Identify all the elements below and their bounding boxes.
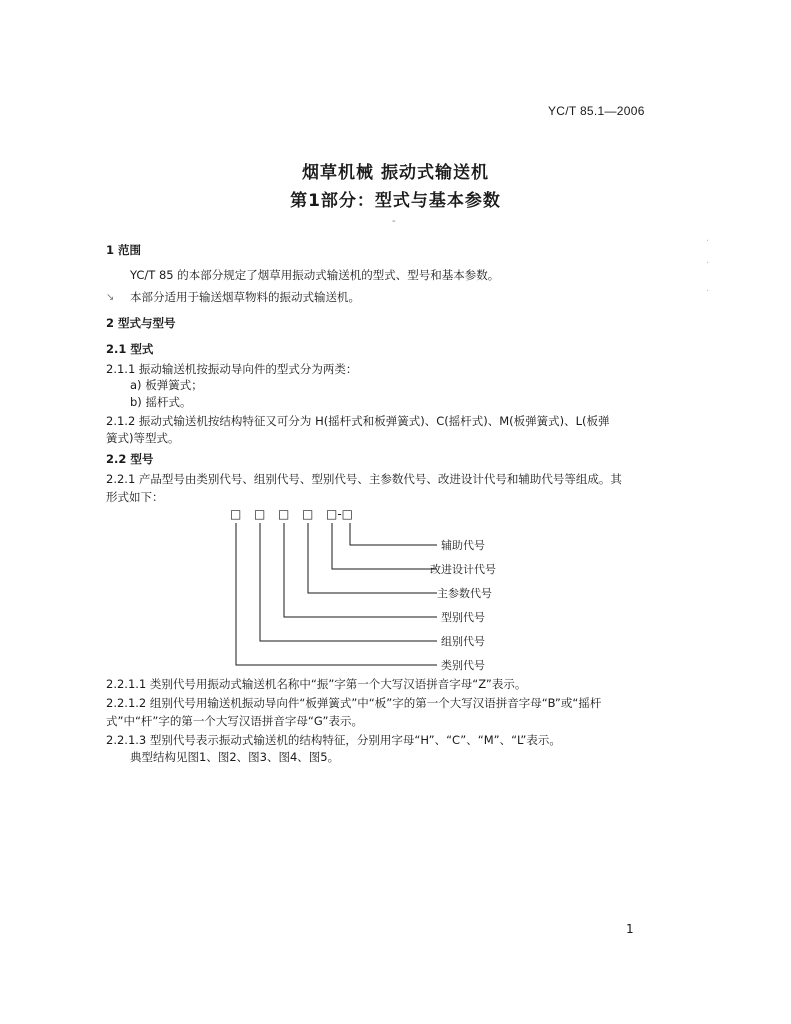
code-box-5: □-□ (326, 507, 354, 521)
clause-2-2-1-2-line1: 2.2.1.2 组别代号用输送机振动导向件“板弹簧式”中“板”字的第一个大写汉语拼音字母“B”或“摇杆 (106, 696, 602, 710)
section-2-2-heading: 2.2 型号 (106, 452, 154, 466)
leader-line-group (260, 523, 437, 641)
clause-2-2-1-2-line2: 式”中“杆”字的第一个大写汉语拼音字母“G”表示。 (106, 714, 363, 728)
leader-line-type (284, 523, 437, 617)
document-title-line2: 第1部分：型式与基本参数 (290, 191, 501, 211)
scan-dots: · (706, 236, 710, 247)
code-box-2: □ (254, 507, 266, 521)
clause-2-1-2-line2: 簧式)等型式。 (106, 431, 180, 445)
label-group-code: 组别代号 (441, 635, 485, 648)
section-1-paragraph-2: 本部分适用于输送烟草物料的振动式输送机。 (130, 290, 360, 304)
label-main-param-code: 主参数代号 (437, 587, 492, 600)
page-number: 1 (626, 922, 634, 936)
code-box-1: □ (230, 507, 242, 521)
document-title-line1: 烟草机械 振动式输送机 (302, 163, 489, 183)
clause-2-1-2-line1: 2.1.2 振动式输送机按结构特征又可分为 H(摇杆式和板弹簧式)、C(摇杆式)、M(板弹簧式)、L(板弹 (106, 414, 610, 428)
standard-code: YC/T 85.1—2006 (548, 104, 645, 118)
scan-dots: · (706, 286, 710, 297)
label-category-code: 类别代号 (441, 659, 485, 672)
list-item-a: a) 板弹簧式； (130, 378, 203, 392)
leader-line-improve (332, 523, 437, 569)
code-box-3: □ (278, 507, 290, 521)
section-2-1-heading: 2.1 型式 (106, 342, 154, 356)
clause-2-2-1-1: 2.2.1.1 类别代号用振动式输送机名称中“振”字第一个大写汉语拼音字母“Z”表示。 (106, 677, 527, 691)
list-item-b: b) 摇杆式。 (130, 395, 192, 409)
leader-line-category (236, 523, 437, 665)
label-aux-code: 辅助代号 (441, 539, 485, 552)
code-box-4: □ (302, 507, 314, 521)
scan-mark: ↘ (106, 292, 115, 303)
model-code-diagram (225, 505, 535, 673)
section-1-heading: 1 范围 (106, 243, 142, 257)
leader-line-main-param (308, 523, 437, 593)
label-type-code: 型别代号 (441, 611, 485, 624)
section-2-heading: 2 型式与型号 (106, 316, 176, 330)
clause-2-1-1: 2.1.1 振动输送机按振动导向件的型式分为两类： (106, 362, 358, 376)
section-1-paragraph-1: YC/T 85 的本部分规定了烟草用振动式输送机的型式、型号和基本参数。 (130, 268, 500, 282)
clause-2-2-1-line1: 2.2.1 产品型号由类别代号、组别代号、型别代号、主参数代号、改进设计代号和辅助代号等组成。其 (106, 472, 622, 486)
clause-2-2-1-3: 2.2.1.3 型别代号表示振动式输送机的结构特征，分别用字母“H”、“C”、“M”、“L”表示。 (106, 733, 561, 747)
typical-structure-note: 典型结构见图1、图2、图3、图4、图5。 (130, 750, 340, 764)
scan-speck: - (392, 216, 396, 227)
label-improve-code: 改进设计代号 (430, 563, 496, 576)
leader-line-aux (350, 523, 437, 545)
clause-2-2-1-line2: 形式如下： (106, 490, 164, 504)
scan-dots: · (706, 258, 710, 269)
